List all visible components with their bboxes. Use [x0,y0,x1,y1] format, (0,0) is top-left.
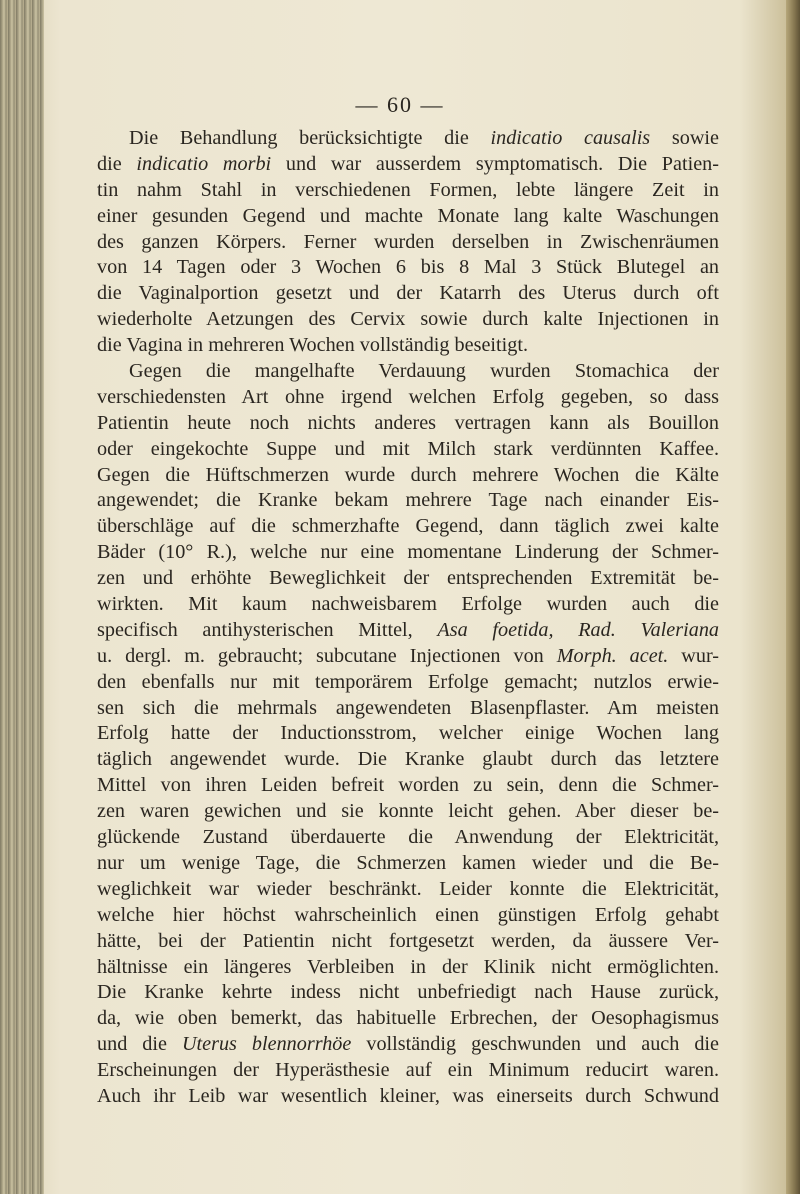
text-run: oder eingekochte Suppe und mit Milch stark verdünnten Kaffee. [97,437,719,460]
text-line [97,230,719,256]
text-run: und war ausserdem symptomatisch. Die Patien- [271,152,719,175]
text-line [97,540,719,566]
text-line [97,463,719,489]
text-run: und die [97,1033,182,1056]
body-text [97,126,719,1110]
text-run: die Vagina in mehreren Wochen vollständig beseitigt. [97,334,528,357]
text-run: angewendet; die Kranke bekam mehrere Tage nach einander Eis- [97,489,719,512]
text-line [97,281,719,307]
text-run: wirkten. Mit kaum nachweisbarem Erfolge wurden auch die [97,593,719,616]
text-run: vollständig geschwunden und auch die [351,1033,719,1056]
text-line [97,696,719,722]
text-run: die Vaginalportion gesetzt und der Katarrh des Uterus durch oft [97,282,719,305]
italic-term: indicatio causalis [490,127,651,149]
text-run: da, wie oben bemerkt, das habituelle Erbrechen, der Oesophagismus [97,1007,719,1030]
italic-term: Asa foetida, Rad. Valeriana [437,618,719,641]
text-line [97,488,719,514]
text-run: täglich angewendet wurde. Die Kranke glaubt durch das letztere [97,748,719,771]
text-line [97,877,719,903]
text-run: Erfolg hatte der Inductionsstrom, welcher einige Wochen lang [97,722,719,745]
text-run: von 14 Tagen oder 3 Wochen 6 bis 8 Mal 3 Stück Blutegel an [97,256,719,279]
text-line [97,747,719,773]
text-run: specifisch antihysterischen Mittel, [97,618,438,641]
italic-term: Morph. acet. [556,644,669,667]
text-run: sen sich die mehrmals angewendeten Blasenpflaster. Am meisten [97,696,719,719]
text-line [97,592,719,618]
page-number: — 60 — [355,92,445,117]
italic-term: Uterus blennorrhöe [181,1033,352,1056]
text-line [97,307,719,333]
text-run: wiederholte Aetzungen des Cervix sowie durch kalte Injectionen in [97,308,719,331]
text-line [97,903,719,929]
text-line [97,929,719,955]
text-line [97,644,719,670]
text-line [97,1058,719,1084]
text-line [97,825,719,851]
text-line [97,204,719,230]
text-run: welche hier höchst wahrscheinlich einen günstigen Erfolg gehabt [97,903,719,926]
text-line [97,152,719,178]
text-run: weglichkeit war wieder beschränkt. Leider konnte die Elektricität, [97,877,719,900]
text-line [97,955,719,981]
text-line [97,618,719,644]
text-run: verschiedensten Art ohne irgend welchen Erfolg gegeben, so dass [97,385,719,408]
text-run: zen und erhöhte Beweglichkeit der entsprechenden Extremität be- [97,567,719,590]
text-line [97,411,719,437]
text-run: Erscheinungen der Hyperästhesie auf ein Minimum reducirt waren. [97,1059,719,1082]
text-run: Auch ihr Leib war wesentlich kleiner, was einerseits durch Schwund [97,1084,719,1107]
text-run: den ebenfalls nur mit temporärem Erfolge gemacht; nutzlos erwie- [97,670,719,693]
text-line [97,721,719,747]
text-run: glückende Zustand überdauerte die Anwendung der Elektricität, [97,826,719,849]
text-run: überschläge auf die schmerzhafte Gegend, dann täglich zwei kalte [97,515,719,538]
book-binding-edge [0,0,44,1194]
text-line [97,670,719,696]
text-run: Gegen die mangelhafte Verdauung wurden Stomachica der [129,360,719,383]
text-run: Gegen die Hüftschmerzen wurde durch mehrere Wochen die Kälte [97,463,719,486]
text-line [97,1084,719,1110]
text-line [97,359,719,385]
text-run: hältnisse ein längeres Verbleiben in der Klinik nicht ermöglichten. [97,955,719,978]
text-run: einer gesunden Gegend und machte Monate lang kalte Waschungen [97,204,719,227]
text-run: sowie [650,127,719,149]
italic-term: indicatio morbi [136,152,272,175]
text-run: Bäder (10° R.), welche nur eine momentane Linderung der Schmer- [97,541,719,564]
text-line [97,255,719,281]
text-run: hätte, bei der Patientin nicht fortgesetzt werden, da äussere Ver- [97,929,719,952]
text-run: wur- [668,644,719,667]
text-run: nur um wenige Tage, die Schmerzen kamen wieder und die Be- [97,851,719,874]
text-line [97,333,719,359]
text-line [97,773,719,799]
text-line [97,851,719,877]
text-run: des ganzen Körpers. Ferner wurden derselben in Zwischenräumen [97,230,719,253]
text-line [97,178,719,204]
text-line [97,514,719,540]
text-line [97,799,719,825]
text-run: zen waren gewichen und sie konnte leicht gehen. Aber dieser be- [97,800,719,823]
page-edge-shadow [786,0,800,1194]
text-run: tin nahm Stahl in verschiedenen Formen, lebte längere Zeit in [97,178,719,201]
text-line [97,1006,719,1032]
text-line [97,385,719,411]
text-run: u. dergl. m. gebraucht; subcutane Injectionen von [97,644,557,667]
text-run: die [97,152,137,175]
text-run: Mittel von ihren Leiden befreit worden zu sein, denn die Schmer- [97,774,719,797]
text-line [97,980,719,1006]
text-line [97,126,719,152]
text-run: Die Kranke kehrte indess nicht unbefriedigt nach Hause zurück, [97,981,719,1004]
text-line [97,1032,719,1058]
text-line [97,437,719,463]
text-run: Die Behandlung berücksichtigte die [129,127,491,149]
text-line [97,566,719,592]
text-run: Patientin heute noch nichts anderes vertragen kann als Bouillon [97,411,719,434]
